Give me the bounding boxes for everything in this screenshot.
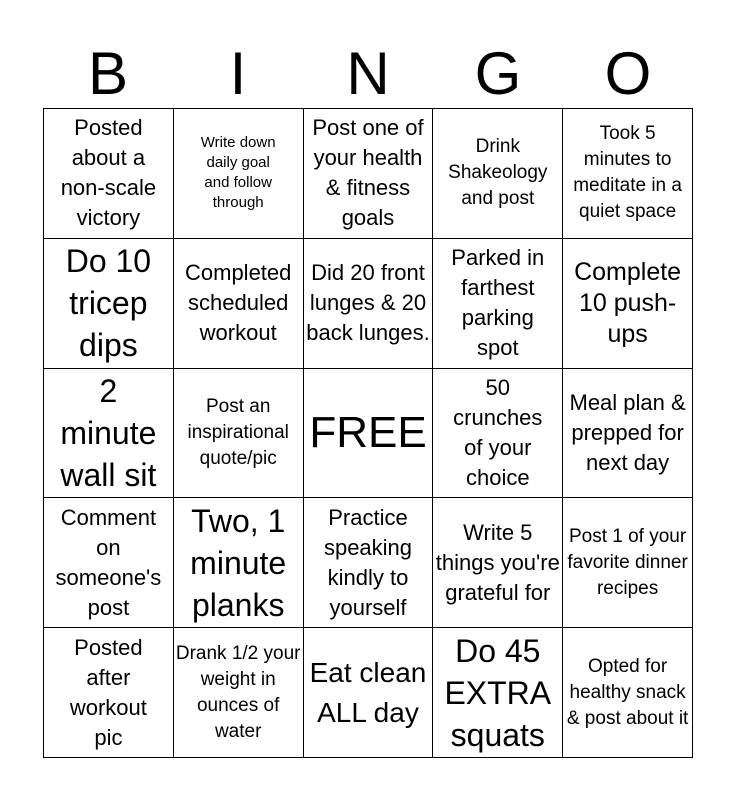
bingo-cell[interactable]: [44, 498, 174, 628]
bingo-cell[interactable]: [174, 239, 304, 369]
cell-text: Opted for healthy snack & post about it: [566, 655, 689, 729]
header-letter-g: G: [474, 40, 522, 107]
bingo-cell[interactable]: [44, 239, 174, 369]
bingo-cell[interactable]: [433, 369, 563, 499]
cell-text: Meal plan & prepped for next day: [569, 389, 686, 475]
cell-text: Completed scheduled workout: [185, 260, 292, 346]
bingo-cell[interactable]: [304, 239, 434, 369]
free-space[interactable]: [304, 369, 434, 499]
cell-text: Parked in farthest parking spot: [451, 245, 545, 361]
bingo-cell[interactable]: [304, 628, 434, 758]
cell-text: Comment on someone's post: [55, 504, 162, 620]
cell-text: Complete 10 push-ups: [574, 257, 682, 348]
cell-text: Post 1 of your favorite dinner recipes: [567, 525, 688, 599]
cell-text: Do 45 EXTRA squats: [444, 632, 552, 753]
cell-text: Write down daily goal and follow through: [200, 134, 276, 212]
bingo-cell[interactable]: [563, 628, 693, 758]
cell-text: Did 20 front lunges & 20 back lunges.: [306, 260, 430, 346]
cell-text: FREE: [309, 407, 427, 457]
cell-text: Took 5 minutes to meditate in a quiet space: [573, 123, 682, 223]
bingo-cell[interactable]: [563, 239, 693, 369]
cell-text: 50 crunches of your choice: [453, 374, 543, 490]
cell-text: 2 minute wall sit: [60, 372, 157, 493]
bingo-cell[interactable]: [433, 628, 563, 758]
bingo-header: [43, 40, 693, 108]
bingo-cell[interactable]: [433, 109, 563, 239]
bingo-cell[interactable]: [433, 239, 563, 369]
header-letter-b: B: [87, 40, 129, 107]
bingo-cell[interactable]: [304, 498, 434, 628]
bingo-cell[interactable]: [44, 628, 174, 758]
bingo-cell[interactable]: [563, 109, 693, 239]
cell-text: Write 5 things you're grateful for: [435, 519, 560, 605]
cell-text: Posted about a non-scale victory: [60, 115, 157, 231]
cell-text: Drink Shakeology and post: [448, 136, 548, 210]
header-letter-i: I: [229, 40, 247, 107]
bingo-cell[interactable]: [563, 369, 693, 499]
header-letter-n: N: [346, 40, 390, 107]
cell-text: Posted after workout pic: [69, 634, 147, 750]
cell-text: Practice speaking kindly to yourself: [323, 504, 413, 620]
cell-text: Do 10 tricep dips: [65, 243, 152, 364]
header-letter-o: O: [604, 40, 652, 107]
bingo-cell[interactable]: [563, 498, 693, 628]
bingo-cell[interactable]: [174, 369, 304, 499]
cell-text: Eat clean ALL day: [309, 656, 427, 728]
bingo-grid: [43, 108, 693, 758]
cell-text: Post one of your health & fitness goals: [312, 115, 424, 231]
bingo-cell[interactable]: [174, 498, 304, 628]
bingo-cell[interactable]: [44, 109, 174, 239]
cell-text: Two, 1 minute planks: [190, 502, 287, 623]
bingo-cell[interactable]: [174, 109, 304, 239]
bingo-cell[interactable]: [433, 498, 563, 628]
bingo-cell[interactable]: [44, 369, 174, 499]
cell-text: Post an inspirational quote/pic: [187, 395, 289, 469]
cell-text: Drank 1/2 your weight in ounces of water: [175, 642, 301, 742]
bingo-cell[interactable]: [304, 109, 434, 239]
bingo-cell[interactable]: [174, 628, 304, 758]
